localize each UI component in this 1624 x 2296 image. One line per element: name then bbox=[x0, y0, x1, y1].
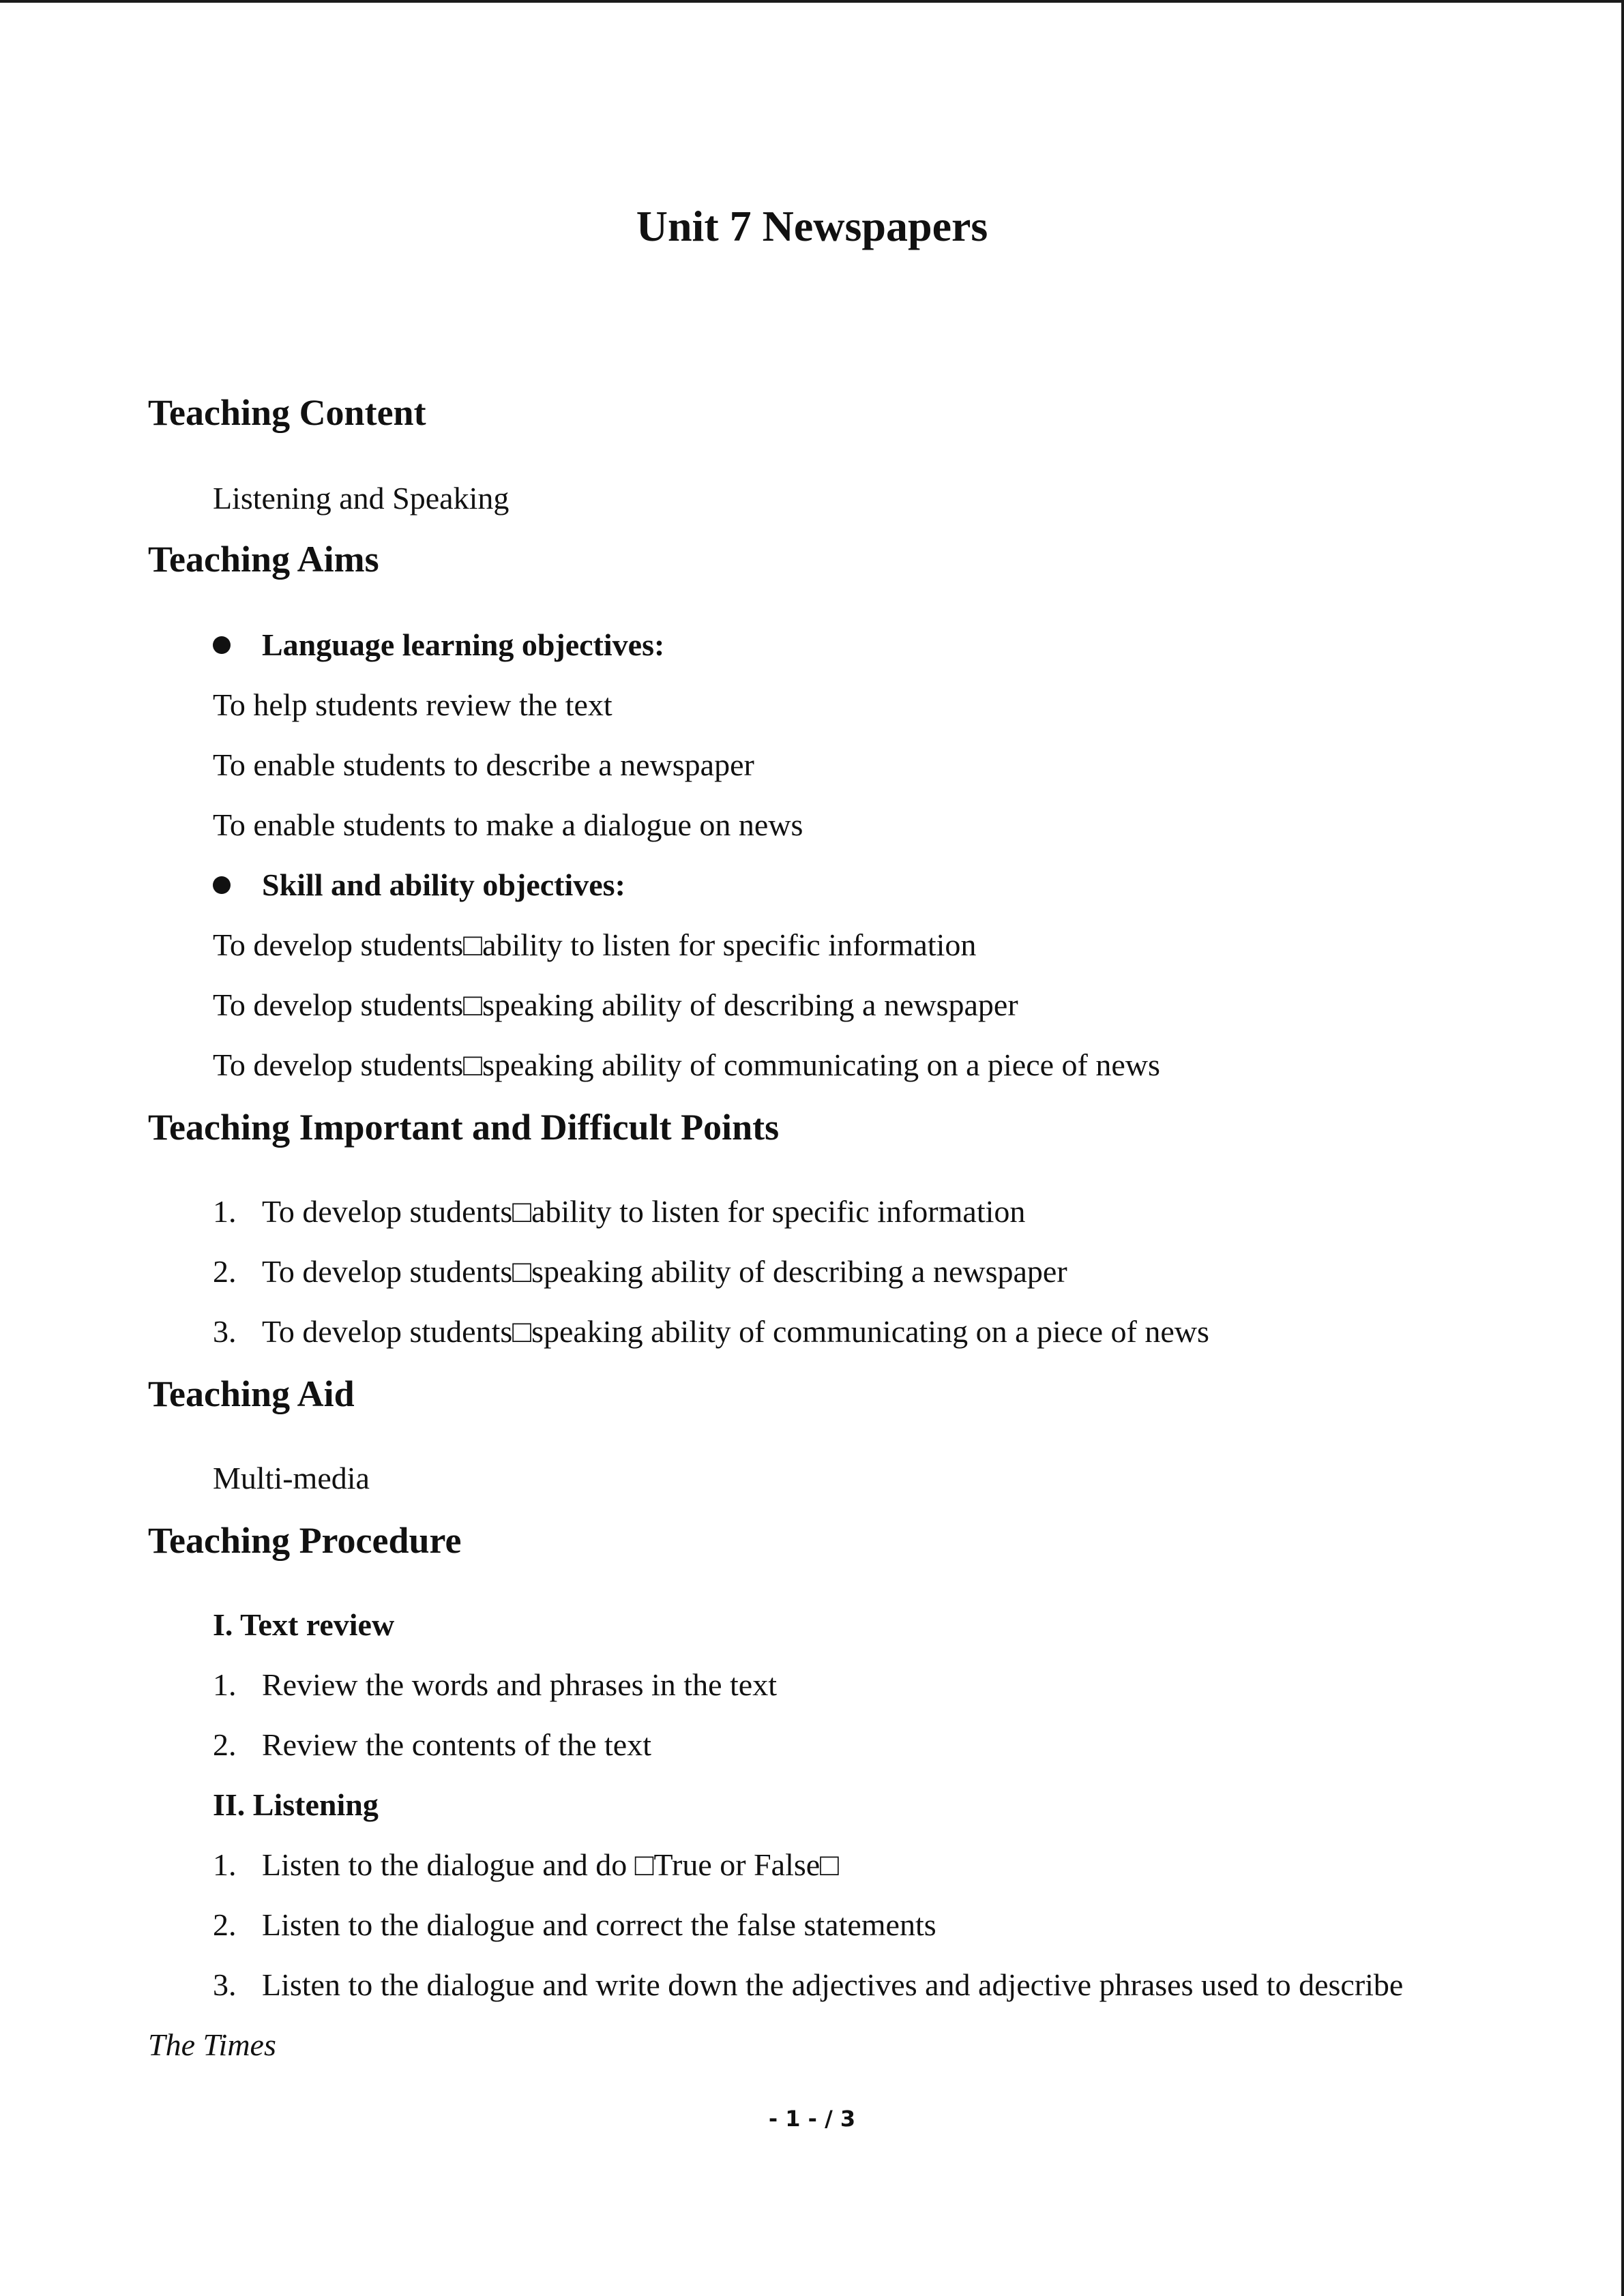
aims-bullet-language bbox=[213, 629, 664, 661]
aims-line: To enable students to make a dialogue on news bbox=[213, 807, 803, 842]
heading-teaching-content: Teaching Content bbox=[148, 392, 426, 433]
list-text: Listen to the dialogue and correct the false statements bbox=[262, 1907, 936, 1942]
aims-line: To help students review the text bbox=[213, 687, 612, 722]
list-number: 3. bbox=[213, 1967, 237, 2002]
part2-list-item bbox=[213, 1849, 839, 1881]
list-number: 1. bbox=[213, 1194, 237, 1229]
part1-list-item bbox=[213, 1729, 651, 1761]
bullet-icon bbox=[213, 636, 231, 654]
teaching-content-text: Listening and Speaking bbox=[213, 481, 510, 516]
heading-teaching-procedure: Teaching Procedure bbox=[148, 1520, 462, 1561]
list-text: Review the words and phrases in the text bbox=[262, 1667, 777, 1702]
list-number: 3. bbox=[213, 1314, 237, 1349]
heading-teaching-aid: Teaching Aid bbox=[148, 1373, 355, 1414]
aims-line: To develop students□ability to listen for specific information bbox=[213, 927, 977, 962]
teaching-aid-text: Multi-media bbox=[213, 1461, 370, 1495]
points-list-item bbox=[213, 1196, 1025, 1227]
bullet-icon bbox=[213, 876, 231, 894]
heading-teaching-aims: Teaching Aims bbox=[148, 539, 379, 580]
aims-line: To enable students to describe a newspaper bbox=[213, 747, 754, 782]
list-number: 1. bbox=[213, 1667, 237, 1702]
page-number: - 1 - / 3 bbox=[768, 2106, 856, 2132]
points-list-item bbox=[213, 1256, 1067, 1287]
aims-bullet-skill bbox=[213, 869, 625, 901]
document-title: Unit 7 Newspapers bbox=[636, 202, 988, 250]
points-list-item bbox=[213, 1316, 1209, 1347]
part2-list-item bbox=[213, 1969, 1403, 2001]
aims-bullet-label: Language learning objectives: bbox=[262, 627, 665, 662]
heading-important-points: Teaching Important and Difficult Points bbox=[148, 1107, 780, 1148]
aims-line: To develop students□speaking ability of describing a newspaper bbox=[213, 987, 1018, 1022]
part1-heading: I. Text review bbox=[213, 1607, 395, 1642]
list-number: 2. bbox=[213, 1727, 237, 1762]
part2-list-item bbox=[213, 1909, 936, 1941]
list-text: Listen to the dialogue and write down the adjectives and adjective phrases used to describe bbox=[262, 1967, 1404, 2002]
part2-heading: II. Listening bbox=[213, 1787, 379, 1822]
list-number: 2. bbox=[213, 1254, 237, 1289]
list-text: To develop students□ability to listen for specific information bbox=[262, 1194, 1026, 1229]
page-top-border bbox=[0, 0, 1624, 3]
list-text: To develop students□speaking ability of describing a newspaper bbox=[262, 1254, 1067, 1289]
list-text: To develop students□speaking ability of communicating on a piece of news bbox=[262, 1314, 1209, 1349]
list-number: 1. bbox=[213, 1847, 237, 1882]
part2-continuation: The Times bbox=[148, 2027, 276, 2062]
list-text: Listen to the dialogue and do □True or False□ bbox=[262, 1847, 839, 1882]
aims-bullet-label: Skill and ability objectives: bbox=[262, 867, 625, 902]
aims-line: To develop students□speaking ability of communicating on a piece of news bbox=[213, 1047, 1160, 1082]
list-number: 2. bbox=[213, 1907, 237, 1942]
part1-list-item bbox=[213, 1669, 777, 1701]
list-text: Review the contents of the text bbox=[262, 1727, 652, 1762]
page-right-border bbox=[1621, 0, 1624, 2296]
